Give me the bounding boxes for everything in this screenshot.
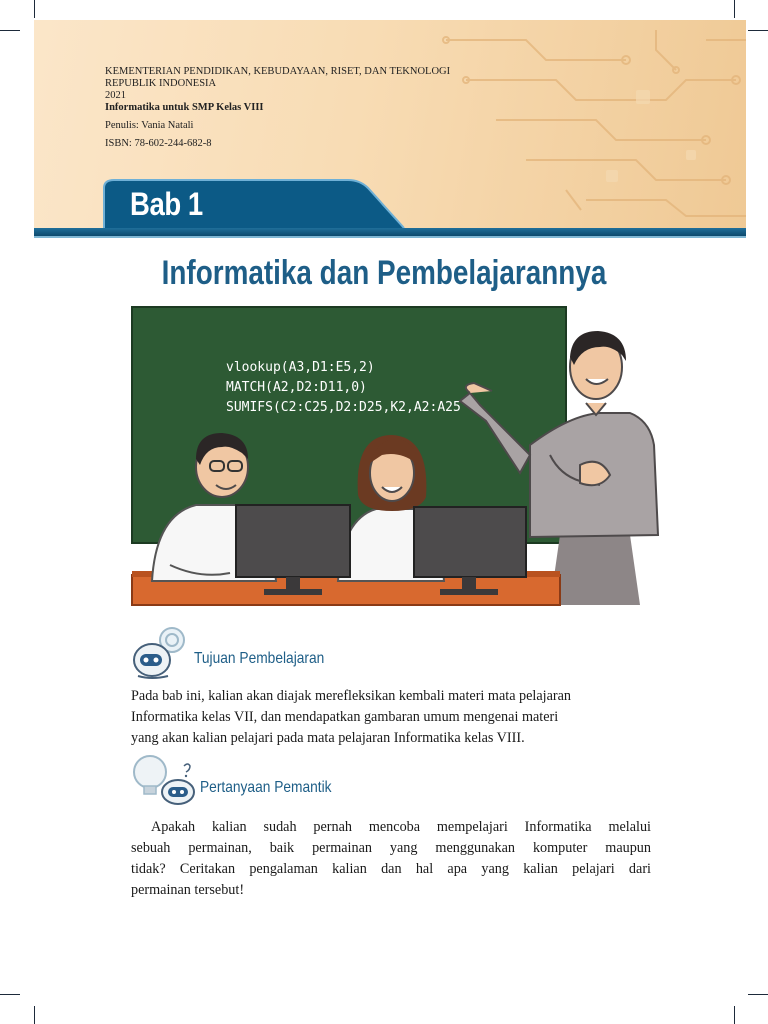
header-rule (34, 228, 746, 236)
text-line: yang akan kalian pelajari pada mata pelajaran Informatika kelas VIII. (131, 730, 525, 746)
crop-mark (0, 30, 20, 31)
text-line: Informatika kelas VII, dan mendapatkan gambaran umum mengenai materi (131, 709, 559, 725)
tujuan-pembelajaran-text (131, 686, 651, 749)
crop-mark (734, 1006, 735, 1024)
text-line: permainan tersebut! (131, 882, 245, 898)
tujuan-pembelajaran-heading: Tujuan Pembelajaran (194, 650, 325, 667)
crop-mark (34, 1006, 35, 1024)
country-line: REPUBLIK INDONESIA (105, 78, 217, 89)
robot-mascot-icon (130, 626, 190, 682)
lightbulb-robot-icon (130, 752, 198, 808)
circuit-pattern (406, 20, 746, 228)
formula-line: vlookup(A3,D1:E5,2) (226, 360, 375, 375)
isbn-line: ISBN: 78-602-244-682-8 (105, 138, 212, 149)
text-line: Apakah kalian sudah pernah mencoba mempelajari Informatika melalui (151, 819, 651, 835)
formula-line: SUMIFS(C2:C25,D2:D25,K2,A2:A25 (226, 400, 461, 415)
classroom-illustration (130, 305, 660, 611)
crop-mark (734, 0, 735, 18)
crop-mark (748, 994, 768, 995)
book-title: Informatika untuk SMP Kelas VIII (105, 102, 264, 113)
crop-mark (0, 994, 20, 995)
text-line: tidak? Ceritakan pengalaman kalian dan hal apa yang kalian pelajari dari (131, 861, 651, 877)
author-line: Penulis: Vania Natali (105, 120, 194, 131)
text-line: sebuah permainan, baik permainan yang menggunakan komputer maupun (131, 840, 651, 856)
pertanyaan-pemantik-text (131, 817, 651, 901)
crop-mark (34, 0, 35, 18)
formula-line: MATCH(A2,D2:D11,0) (226, 380, 367, 395)
ministry-line: KEMENTERIAN PENDIDIKAN, KEBUDAYAAN, RISET, DAN TEKNOLOGI (105, 66, 451, 77)
pertanyaan-pemantik-heading: Pertanyaan Pemantik (200, 779, 332, 796)
chapter-title: Informatika dan Pembelajarannya (161, 254, 607, 292)
crop-mark (748, 30, 768, 31)
chapter-label: Bab 1 (130, 186, 203, 222)
text-line: Pada bab ini, kalian akan diajak merefleksikan kembali materi mata pelajaran (131, 688, 572, 704)
publication-info (105, 66, 450, 150)
year-line: 2021 (105, 90, 126, 101)
